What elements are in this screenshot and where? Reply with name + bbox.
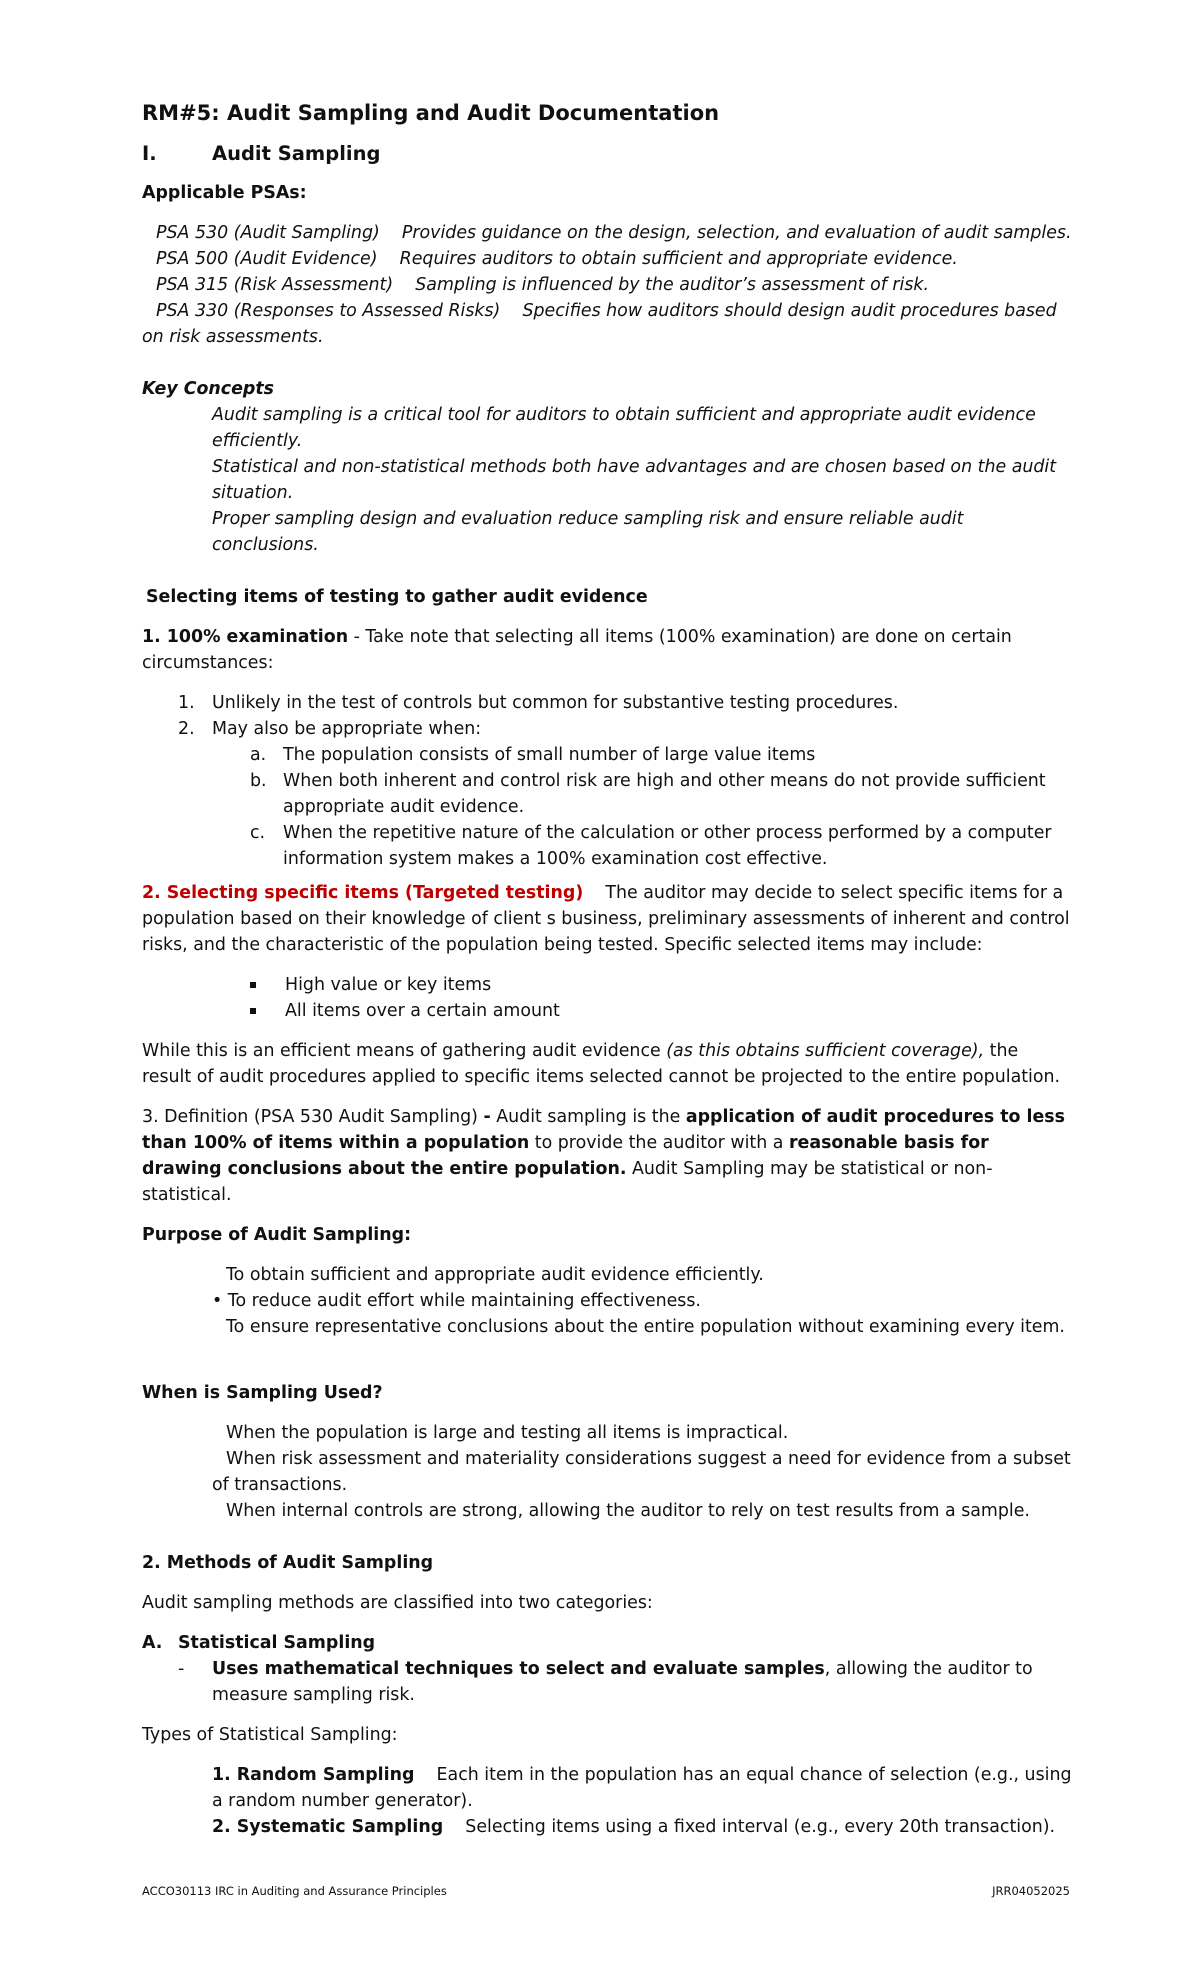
- text-run: to provide the auditor with a: [529, 1133, 789, 1153]
- list-letter: b.: [250, 771, 267, 791]
- type-text: Selecting items using a fixed interval (e.g., every 20th transaction).: [465, 1817, 1056, 1837]
- list-letter: c.: [250, 823, 266, 843]
- key-concepts-heading: Key Concepts: [142, 379, 275, 399]
- psa-item: [142, 220, 1072, 246]
- methods-heading: 2. Methods of Audit Sampling: [142, 1553, 434, 1573]
- statistical-sampling-desc: [142, 1656, 1072, 1708]
- psa-ref: PSA 500 (Audit Evidence): [156, 249, 378, 269]
- type-label: 1. Random Sampling: [212, 1765, 415, 1785]
- psa-ref: PSA 530 (Audit Sampling): [156, 223, 380, 243]
- type-item: [212, 1762, 1072, 1814]
- text-run-italic: (as this obtains sufficient coverage),: [666, 1041, 985, 1061]
- text-run: While this is an efficient means of gathering audit evidence: [142, 1041, 667, 1061]
- bullet-item: [142, 972, 1072, 998]
- text-run: Audit Sampling may be statistical or non-statistical.: [142, 1159, 993, 1205]
- square-bullet-icon: [250, 982, 256, 988]
- purpose-item: • To reduce audit effort while maintaining effectiveness.: [212, 1291, 701, 1311]
- list-text: Statistical Sampling: [178, 1633, 376, 1653]
- psa-desc: Requires auditors to obtain sufficient and appropriate evidence.: [399, 249, 958, 269]
- when-list: [142, 1420, 1072, 1524]
- exam100-list: [142, 690, 1072, 872]
- purpose-item: To ensure representative conclusions about the entire population without examining every item.: [226, 1317, 1065, 1337]
- section-label: Audit Sampling: [212, 142, 381, 165]
- type-item: [212, 1814, 1072, 1840]
- text-run: the result of audit procedures applied to specific items selected cannot be projected to the entire population.: [142, 1041, 1061, 1087]
- list-text: May also be appropriate when:: [212, 719, 482, 739]
- key-concept-item: Proper sampling design and evaluation reduce sampling risk and ensure reliable audit conclusions.: [212, 509, 964, 555]
- text-run-bold: -: [483, 1107, 491, 1127]
- psa-item: [142, 298, 1072, 350]
- psa-list: [142, 220, 1072, 350]
- text-run: , allowing the auditor to measure sampling risk.: [212, 1659, 1033, 1705]
- types-heading: Types of Statistical Sampling:: [142, 1725, 398, 1745]
- list-text: When both inherent and control risk are high and other means do not provide sufficient appropriate audit evidence.: [283, 771, 1046, 817]
- list-text: The population consists of small number of large value items: [283, 745, 816, 765]
- document-body: [142, 98, 1072, 1840]
- purpose-heading: Purpose of Audit Sampling:: [142, 1225, 412, 1245]
- dash-marker: -: [178, 1659, 185, 1679]
- list-item: [142, 690, 1072, 716]
- text-run-bold: application of audit procedures to less than 100% of items within a population: [142, 1107, 1065, 1153]
- bullet-text: High value or key items: [285, 975, 492, 995]
- footer-code: JRR04052025: [992, 1884, 1070, 1898]
- type-label: 2. Systematic Sampling: [212, 1817, 444, 1837]
- methods-intro: Audit sampling methods are classified into two categories:: [142, 1593, 653, 1613]
- sub-list-item: [142, 742, 1072, 768]
- section-number: I.: [142, 142, 157, 165]
- text-run: Audit sampling is the: [490, 1107, 686, 1127]
- bullet-item: [142, 998, 1072, 1024]
- when-item: When internal controls are strong, allowing the auditor to rely on test results from a sample.: [226, 1501, 1030, 1521]
- exam100-paragraph: [142, 624, 1072, 676]
- statistical-sampling-heading: [142, 1630, 1072, 1656]
- psa-item: [142, 272, 1072, 298]
- specific-items-bullets: [142, 972, 1072, 1024]
- purpose-list: [142, 1262, 1072, 1340]
- document-title: RM#5: Audit Sampling and Audit Documentation: [142, 101, 720, 125]
- efficiency-paragraph: [142, 1038, 1072, 1090]
- applicable-psas-heading: Applicable PSAs:: [142, 183, 307, 203]
- list-letter: a.: [250, 745, 267, 765]
- when-heading: When is Sampling Used?: [142, 1383, 383, 1403]
- specific-items-label: 2. Selecting specific items (Targeted testing): [142, 883, 584, 903]
- square-bullet-icon: [250, 1008, 256, 1014]
- when-item: When the population is large and testing all items is impractical.: [226, 1423, 789, 1443]
- when-item: When risk assessment and materiality considerations suggest a need for evidence from a subset of transactions.: [212, 1449, 1071, 1495]
- section-heading: [142, 140, 1072, 168]
- list-letter: A.: [142, 1633, 163, 1653]
- specific-items-text: The auditor may decide to select specific items for a population based on their knowledge of client s business, preliminary assessments of inherent and control risks, and the characteristic of the population being tested. Specific selected items may include:: [142, 883, 1070, 955]
- specific-items-paragraph: [142, 880, 1072, 958]
- selecting-heading: Selecting items of testing to gather audit evidence: [146, 587, 648, 607]
- psa-ref: PSA 330 (Responses to Assessed Risks): [156, 301, 501, 321]
- exam100-label: 1. 100% examination: [142, 627, 349, 647]
- list-number: 1.: [178, 693, 195, 713]
- definition-paragraph: [142, 1104, 1072, 1208]
- psa-ref: PSA 315 (Risk Assessment): [156, 275, 394, 295]
- footer-course: ACCO30113 IRC in Auditing and Assurance Principles: [142, 1884, 447, 1898]
- type-text: Each item in the population has an equal chance of selection (e.g., using a random number generator).: [212, 1765, 1072, 1811]
- key-concept-item: Statistical and non-statistical methods both have advantages and are chosen based on the audit situation.: [212, 457, 1057, 503]
- text-run: 3. Definition (PSA 530 Audit Sampling): [142, 1107, 484, 1127]
- psa-desc: Sampling is influenced by the auditor’s assessment of risk.: [415, 275, 930, 295]
- list-text: Unlikely in the test of controls but common for substantive testing procedures.: [212, 693, 899, 713]
- psa-desc: Specifies how auditors should design audit procedures based on risk assessments.: [142, 301, 1057, 347]
- list-number: 2.: [178, 719, 195, 739]
- text-run-bold: Uses mathematical techniques to select and evaluate samples: [212, 1659, 825, 1679]
- key-concept-item: Audit sampling is a critical tool for auditors to obtain sufficient and appropriate audit evidence efficiently.: [212, 405, 1036, 451]
- bullet-text: All items over a certain amount: [285, 1001, 560, 1021]
- exam100-text: - Take note that selecting all items (100% examination) are done on certain circumstances:: [142, 627, 1012, 673]
- list-text: When the repetitive nature of the calculation or other process performed by a computer information system makes a 100% examination cost effective.: [283, 823, 1052, 869]
- purpose-item: To obtain sufficient and appropriate audit evidence efficiently.: [226, 1265, 764, 1285]
- list-item: [142, 716, 1072, 742]
- types-list: [142, 1762, 1072, 1840]
- text-run-bold: reasonable basis for drawing conclusions about the entire population.: [142, 1133, 989, 1179]
- sub-list-item: [142, 768, 1072, 820]
- psa-desc: Provides guidance on the design, selection, and evaluation of audit samples.: [401, 223, 1072, 243]
- psa-item: [142, 246, 1072, 272]
- key-concepts-list: [142, 402, 1072, 558]
- sub-list-item: [142, 820, 1072, 872]
